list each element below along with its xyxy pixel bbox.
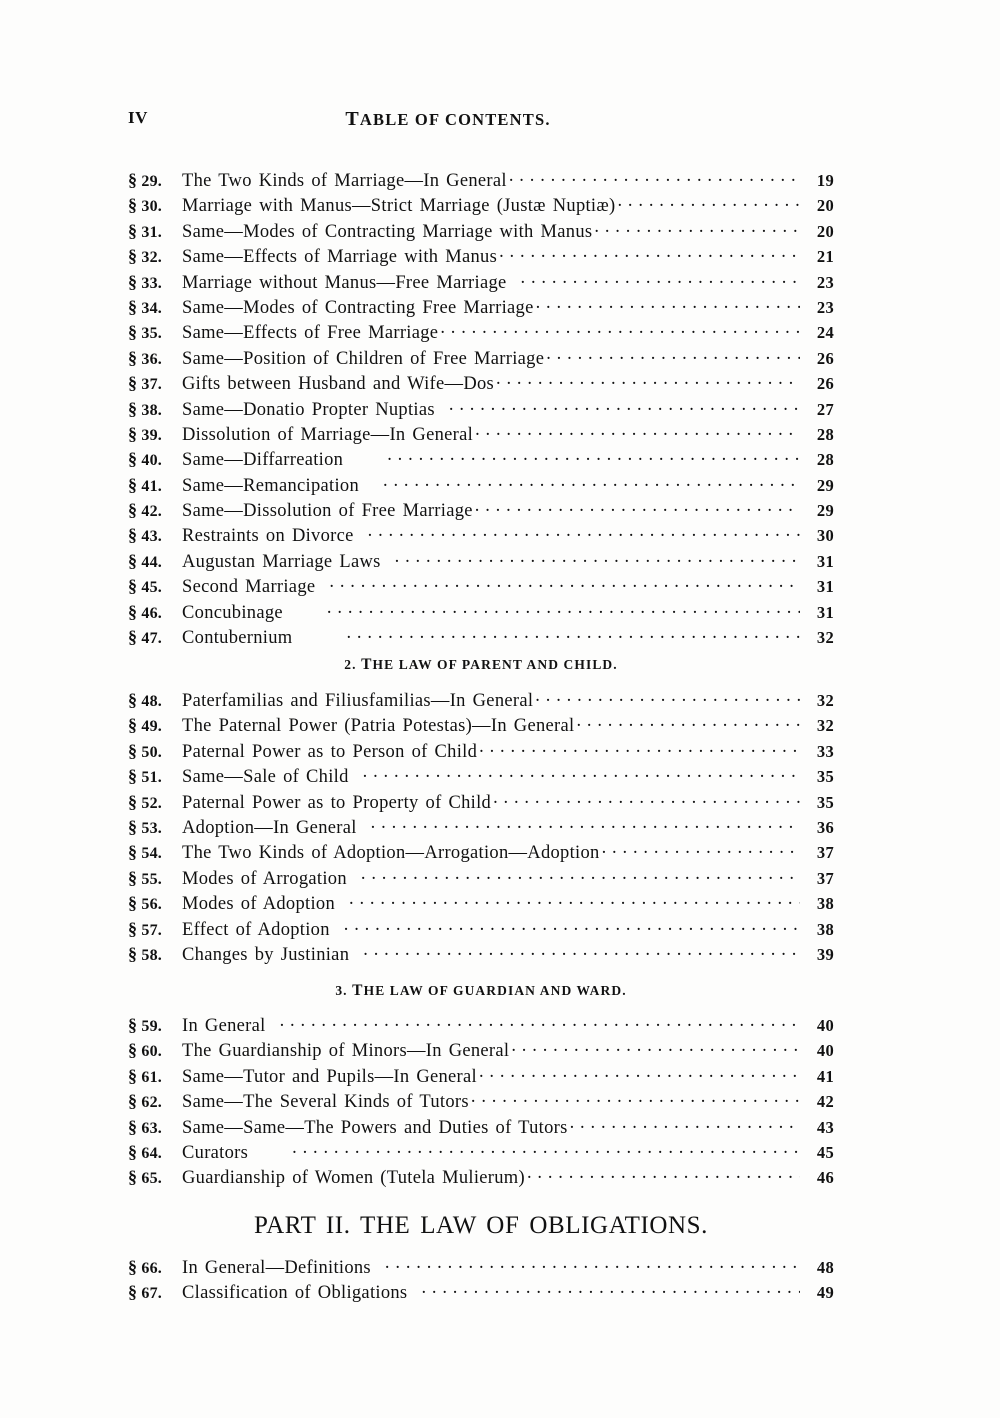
toc-entry-leader-dots (387, 447, 800, 465)
toc-entry-section-number (128, 1040, 182, 1061)
section-mark-icon: § (128, 867, 138, 888)
toc-entry-title: Concubinage (182, 602, 283, 623)
toc-entry-page-number: 24 (816, 323, 834, 343)
toc-entry-section-number (128, 715, 182, 736)
toc-entry[interactable] (128, 1013, 834, 1038)
toc-entry-section-number (128, 868, 182, 889)
section-number-value: 62. (141, 1094, 163, 1112)
section-number-value: 56. (141, 896, 163, 914)
toc-entry-leader-dots (368, 523, 800, 541)
subheading-number: 3. (335, 983, 353, 998)
toc-entry-title: In General—Definitions (182, 1258, 371, 1278)
toc-entry-page-number: 28 (816, 424, 834, 444)
toc-entry-page-number: 45 (816, 1142, 834, 1162)
toc-entry-page-number: 40 (816, 1041, 834, 1061)
section-number-value: 49. (141, 718, 163, 736)
toc-entry-leader-dots (570, 1115, 800, 1133)
section-mark-icon: § (128, 1091, 138, 1112)
toc-entry-leader-dots (521, 270, 800, 288)
toc-entry[interactable] (128, 1255, 834, 1280)
toc-entry-section-number (128, 449, 182, 470)
toc-entry-page-number: 20 (816, 196, 834, 216)
section-mark-icon: § (128, 918, 138, 939)
section-number-value: 35. (141, 325, 163, 343)
toc-entry-leader-dots (499, 244, 800, 262)
toc-entry[interactable] (128, 219, 834, 244)
toc-entry-title: Changes by Justinian (182, 944, 350, 965)
toc-entry-section-number (128, 766, 182, 787)
section-number-value: 46. (141, 604, 163, 622)
toc-entry-leader-dots (617, 193, 800, 211)
page-title (128, 108, 768, 131)
toc-group-marriage-continued (128, 168, 834, 650)
toc-entry-page-number: 31 (816, 577, 834, 597)
toc-entry-title: Paternal Power as to Property of Child (182, 792, 492, 813)
toc-entry[interactable] (128, 600, 834, 625)
section-number-value: 41. (141, 477, 163, 495)
toc-entry-section-number (128, 272, 182, 293)
toc-entry-leader-dots (471, 1089, 800, 1107)
toc-entry-title: Same—Donatio Propter Nuptias (182, 399, 435, 420)
toc-entry[interactable] (128, 739, 834, 764)
toc-entry-page-number: 26 (816, 374, 834, 394)
section-mark-icon: § (128, 347, 138, 368)
toc-entry-page-number: 20 (816, 221, 834, 241)
toc-entry-leader-dots (493, 790, 800, 808)
section-mark-icon: § (128, 627, 138, 648)
toc-entry[interactable] (128, 764, 834, 789)
toc-entry[interactable] (128, 866, 834, 891)
toc-entry[interactable] (128, 397, 834, 422)
toc-entry-title: Same—Remancipation (182, 475, 359, 496)
section-number-value: 40. (141, 452, 163, 470)
toc-entry[interactable] (128, 574, 834, 599)
toc-entry[interactable] (128, 1064, 834, 1089)
section-mark-icon: § (128, 601, 138, 622)
section-number-value: 51. (141, 769, 163, 787)
toc-entry-leader-dots (421, 1280, 800, 1298)
toc-entry-page-number: 31 (816, 551, 834, 571)
toc-entry[interactable] (128, 498, 834, 523)
toc-entry-section-number (128, 322, 182, 343)
page-title-rest: ABLE OF CONTENTS. (359, 110, 551, 129)
toc-entry-page-number: 37 (816, 843, 834, 863)
section-number-value: 42. (141, 503, 163, 521)
toc-entry-page-number: 40 (816, 1016, 834, 1035)
toc-entry-leader-dots (576, 713, 800, 731)
toc-entry-title: Same—Effects of Free Marriage (182, 323, 439, 344)
toc-entry-page-number: 48 (816, 1258, 834, 1277)
section-mark-icon: § (128, 1141, 138, 1162)
toc-entry-leader-dots (327, 600, 800, 618)
section-mark-icon: § (128, 1065, 138, 1086)
toc-group-parent-and-child (128, 688, 834, 967)
toc-entry-page-number: 28 (816, 450, 834, 470)
toc-entry[interactable] (128, 625, 834, 650)
toc-entry[interactable] (128, 523, 834, 548)
section-mark-icon: § (128, 398, 138, 419)
toc-entry-title: Augustan Marriage Laws (182, 551, 381, 572)
section-number-value: 37. (141, 376, 163, 394)
toc-entry-section-number (128, 221, 182, 242)
toc-entry[interactable] (128, 1089, 834, 1114)
toc-entry-leader-dots (383, 473, 800, 491)
toc-entry-leader-dots (475, 498, 800, 516)
toc-entry[interactable] (128, 1038, 834, 1063)
subheading-text: HE LAW OF PARENT AND CHILD. (372, 657, 618, 672)
toc-entry-section-number (128, 348, 182, 369)
toc-group-guardian-and-ward (128, 1013, 834, 1191)
section-number-value: 43. (141, 528, 163, 546)
toc-entry[interactable] (128, 891, 834, 916)
toc-entry-leader-dots (280, 1013, 800, 1031)
toc-entry-title: Restraints on Divorce (182, 526, 354, 547)
toc-entry-page-number: 42 (816, 1092, 834, 1112)
section-mark-icon: § (128, 423, 138, 444)
section-number-value: 58. (141, 946, 163, 964)
toc-entry-page-number: 46 (816, 1168, 834, 1188)
toc-entry-leader-dots (363, 764, 800, 782)
section-number-value: 36. (141, 350, 163, 368)
toc-entry-page-number: 32 (816, 691, 834, 710)
section-mark-icon: § (128, 893, 138, 914)
toc-entry[interactable] (128, 1140, 834, 1165)
section-number-value: 66. (141, 1260, 163, 1277)
toc-entry-page-number: 29 (816, 501, 834, 521)
toc-entry-leader-dots (361, 866, 800, 884)
section-mark-icon: § (128, 1282, 138, 1303)
section-mark-icon: § (128, 766, 138, 787)
toc-entry[interactable] (128, 295, 834, 320)
section-mark-icon: § (128, 1257, 138, 1277)
section-number-value: 30. (141, 198, 163, 216)
toc-entry-title: Contubernium (182, 628, 293, 649)
toc-entry-section-number (128, 1117, 182, 1138)
toc-entry-leader-dots (479, 1064, 800, 1082)
toc-entry-title: Adoption—In General (182, 817, 357, 838)
toc-entry-leader-dots (449, 397, 800, 415)
toc-entry-section-number (128, 373, 182, 394)
toc-group-part-two-obligations (128, 1255, 834, 1306)
section-number-value: 57. (141, 921, 163, 939)
section-number-value: 54. (141, 845, 163, 863)
toc-entry-leader-dots (536, 295, 800, 313)
section-number-value: 52. (141, 794, 163, 812)
toc-entry[interactable] (128, 815, 834, 840)
section-number-value: 47. (141, 630, 163, 648)
section-mark-icon: § (128, 550, 138, 571)
toc-entry-section-number (128, 602, 182, 623)
toc-entry-title: Second Marriage (182, 577, 316, 598)
toc-entry-page-number: 30 (816, 526, 834, 546)
toc-entry-page-number: 36 (816, 817, 834, 837)
toc-entry-title: Same—Dissolution of Free Marriage (182, 501, 473, 522)
toc-entry-leader-dots (594, 219, 800, 237)
section-mark-icon: § (128, 1116, 138, 1137)
toc-entry-leader-dots (344, 917, 800, 935)
toc-entry-page-number: 23 (816, 272, 834, 292)
toc-entry-title: The Paternal Power (Patria Potestas)—In General (182, 716, 575, 737)
section-mark-icon: § (128, 449, 138, 470)
toc-entry-leader-dots (371, 815, 800, 833)
page-title-initial: T (345, 108, 360, 130)
toc-entry-title: Paternal Power as to Person of Child (182, 741, 478, 762)
toc-entry-leader-dots (509, 168, 800, 186)
toc-entry-title: Same—Position of Children of Free Marriage (182, 348, 545, 369)
subheading-number: 2. (344, 657, 362, 672)
toc-entry-page-number: 26 (816, 348, 834, 368)
toc-entry-title: Same—Tutor and Pupils—In General (182, 1066, 477, 1087)
section-number-value: 29. (141, 173, 163, 190)
section-mark-icon: § (128, 816, 138, 837)
section-mark-icon: § (128, 271, 138, 292)
toc-entry-section-number (128, 500, 182, 521)
toc-entry-section-number (128, 1015, 182, 1036)
toc-entry-section-number (128, 170, 182, 191)
toc-entry-leader-dots (496, 371, 800, 389)
section-number-value: 55. (141, 870, 163, 888)
section-subheading (128, 656, 834, 674)
toc-entry-section-number (128, 1142, 182, 1163)
toc-entry-title: Dissolution of Marriage—In General (182, 424, 474, 445)
toc-entry-title: Same—Sale of Child (182, 767, 349, 788)
toc-entry-page-number: 35 (816, 792, 834, 812)
section-mark-icon: § (128, 220, 138, 241)
toc-entry-title: The Two Kinds of Adoption—Arrogation—Adoption (182, 843, 600, 864)
toc-entry[interactable] (128, 713, 834, 738)
toc-entry-section-number (128, 525, 182, 546)
toc-entry-section-number (128, 741, 182, 762)
toc-entry-section-number (128, 627, 182, 648)
toc-entry[interactable] (128, 193, 834, 218)
toc-entry-leader-dots (329, 574, 800, 592)
subheading-text: HE LAW OF GUARDIAN AND WARD. (363, 983, 627, 998)
toc-entry-section-number (128, 690, 182, 711)
toc-entry-title: Modes of Adoption (182, 894, 335, 915)
section-number-value: 65. (141, 1170, 163, 1188)
section-mark-icon: § (128, 791, 138, 812)
section-number-value: 34. (141, 299, 163, 317)
section-number-value: 39. (141, 426, 163, 444)
toc-entry[interactable] (128, 790, 834, 815)
toc-entry[interactable] (128, 371, 834, 396)
toc-entry-leader-dots (349, 891, 800, 909)
section-number-value: 67. (141, 1285, 163, 1303)
toc-entry-title: The Guardianship of Minors—In General (182, 1041, 510, 1062)
toc-entry-leader-dots (479, 739, 800, 757)
toc-entry-section-number (128, 944, 182, 965)
toc-entry-title: Same—The Several Kinds of Tutors (182, 1092, 469, 1113)
toc-entry-title: Marriage without Manus—Free Marriage (182, 272, 507, 293)
section-mark-icon: § (128, 170, 138, 190)
section-mark-icon: § (128, 740, 138, 761)
section-mark-icon: § (128, 943, 138, 964)
subheading-initial: T (361, 656, 373, 673)
section-number-value: 38. (141, 401, 163, 419)
subheading-initial: T (352, 982, 364, 999)
toc-entry[interactable] (128, 346, 834, 371)
toc-entry-title: Same—Effects of Marriage with Manus (182, 247, 498, 268)
toc-entry-section-number (128, 893, 182, 914)
toc-entry-leader-dots (292, 1140, 800, 1158)
toc-entry-page-number: 23 (816, 297, 834, 317)
toc-entry-leader-dots (535, 688, 800, 706)
section-number-value: 59. (141, 1018, 163, 1035)
toc-entry-page-number: 19 (816, 171, 834, 190)
toc-entry-page-number: 37 (816, 868, 834, 888)
toc-entry-section-number (128, 576, 182, 597)
section-number-value: 53. (141, 819, 163, 837)
section-mark-icon: § (128, 474, 138, 495)
toc-entry-leader-dots (363, 942, 800, 960)
toc-entry-leader-dots (440, 320, 800, 338)
toc-entry[interactable] (128, 473, 834, 498)
section-number-value: 60. (141, 1043, 163, 1061)
section-number-value: 50. (141, 743, 163, 761)
toc-entry-section-number (128, 1282, 182, 1303)
toc-entry-title: Guardianship of Women (Tutela Mulierum) (182, 1168, 525, 1189)
toc-entry-page-number: 35 (816, 767, 834, 787)
toc-entry-page-number: 33 (816, 741, 834, 761)
toc-entry-leader-dots (346, 625, 800, 643)
section-mark-icon: § (128, 842, 138, 863)
section-mark-icon: § (128, 500, 138, 521)
toc-entry[interactable] (128, 447, 834, 472)
toc-entry-section-number (128, 246, 182, 267)
section-number-value: 44. (141, 553, 163, 571)
toc-entry[interactable] (128, 549, 834, 574)
section-mark-icon: § (128, 373, 138, 394)
section-mark-icon: § (128, 1167, 138, 1188)
section-mark-icon: § (128, 576, 138, 597)
section-number-value: 61. (141, 1068, 163, 1086)
toc-entry-section-number (128, 297, 182, 318)
toc-entry[interactable] (128, 917, 834, 942)
toc-entry-section-number (128, 1257, 182, 1278)
section-number-value: 31. (141, 223, 163, 241)
toc-entry[interactable] (128, 1165, 834, 1190)
toc-entry-page-number: 38 (816, 919, 834, 939)
toc-entry-page-number: 43 (816, 1117, 834, 1137)
toc-entry-page-number: 21 (816, 247, 834, 267)
section-mark-icon: § (128, 246, 138, 267)
toc-entry[interactable] (128, 1115, 834, 1140)
toc-entry-page-number: 29 (816, 475, 834, 495)
toc-entry-title: Same—Diffarreation (182, 450, 344, 471)
toc-entry-leader-dots (527, 1165, 800, 1183)
section-mark-icon: § (128, 296, 138, 317)
toc-entry-title: Modes of Arrogation (182, 868, 347, 889)
toc-entry-section-number (128, 475, 182, 496)
section-mark-icon: § (128, 195, 138, 216)
toc-entry-title: Same—Same—The Powers and Duties of Tutors (182, 1117, 568, 1138)
toc-entry-title: Gifts between Husband and Wife—Dos (182, 374, 495, 395)
toc-entry-section-number (128, 817, 182, 838)
toc-entry[interactable] (128, 840, 834, 865)
part-heading: PART II. THE LAW OF OBLIGATIONS. (253, 1212, 709, 1239)
section-number-value: 63. (141, 1119, 163, 1137)
section-number-value: 45. (141, 579, 163, 597)
folio-number: IV (128, 108, 148, 127)
toc-entry[interactable] (128, 320, 834, 345)
toc-entry-title: In General (182, 1016, 266, 1036)
toc-entry-leader-dots (546, 346, 800, 364)
toc-entry[interactable] (128, 688, 834, 713)
toc-entry[interactable] (128, 244, 834, 269)
toc-entry-page-number: 27 (816, 399, 834, 419)
toc-entry-page-number: 39 (816, 944, 834, 964)
toc-entry[interactable] (128, 422, 834, 447)
toc-entry-leader-dots (511, 1038, 800, 1056)
section-mark-icon: § (128, 525, 138, 546)
section-number-value: 32. (141, 249, 163, 267)
toc-entry-section-number (128, 424, 182, 445)
section-mark-icon: § (128, 1015, 138, 1035)
toc-entry[interactable] (128, 270, 834, 295)
toc-entry-section-number (128, 551, 182, 572)
toc-entry-page-number: 49 (816, 1283, 834, 1303)
toc-entry-page-number: 31 (816, 602, 834, 622)
toc-entry-leader-dots (395, 549, 800, 567)
toc-entry[interactable] (128, 942, 834, 967)
toc-entry-section-number (128, 1091, 182, 1112)
section-mark-icon: § (128, 715, 138, 736)
toc-entry-page-number: 41 (816, 1066, 834, 1086)
toc-entry-title: Paterfamilias and Filiusfamilias—In General (182, 691, 534, 711)
toc-entry[interactable] (128, 168, 834, 193)
section-number-value: 64. (141, 1144, 163, 1162)
toc-entry-leader-dots (385, 1255, 800, 1273)
toc-entry-page-number: 32 (816, 716, 834, 736)
toc-entry-title: Curators (182, 1142, 249, 1163)
toc-entry-page-number: 32 (816, 628, 834, 648)
toc-entry-section-number (128, 1066, 182, 1087)
toc-entry[interactable] (128, 1280, 834, 1305)
toc-entry-title: Marriage with Manus—Strict Marriage (Justæ Nuptiæ) (182, 196, 616, 217)
section-subheading (128, 982, 834, 1000)
section-number-value: 33. (141, 274, 163, 292)
toc-entry-title: Same—Modes of Contracting Free Marriage (182, 297, 534, 318)
toc-entry-page-number: 38 (816, 894, 834, 914)
toc-entry-section-number (128, 919, 182, 940)
toc-entry-section-number (128, 195, 182, 216)
toc-entry-leader-dots (475, 422, 800, 440)
section-mark-icon: § (128, 1040, 138, 1061)
section-mark-icon: § (128, 690, 138, 710)
toc-entry-title: Effect of Adoption (182, 919, 330, 940)
toc-entry-section-number (128, 792, 182, 813)
toc-entry-section-number (128, 1167, 182, 1188)
section-mark-icon: § (128, 322, 138, 343)
toc-entry-title: Same—Modes of Contracting Marriage with Manus (182, 221, 593, 242)
toc-entry-section-number (128, 842, 182, 863)
toc-entry-title: Classification of Obligations (182, 1283, 408, 1304)
toc-entry-title: The Two Kinds of Marriage—In General (182, 171, 507, 191)
section-number-value: 48. (141, 693, 163, 710)
running-head (128, 108, 838, 134)
toc-entry-section-number (128, 399, 182, 420)
toc-entry-leader-dots (602, 840, 800, 858)
